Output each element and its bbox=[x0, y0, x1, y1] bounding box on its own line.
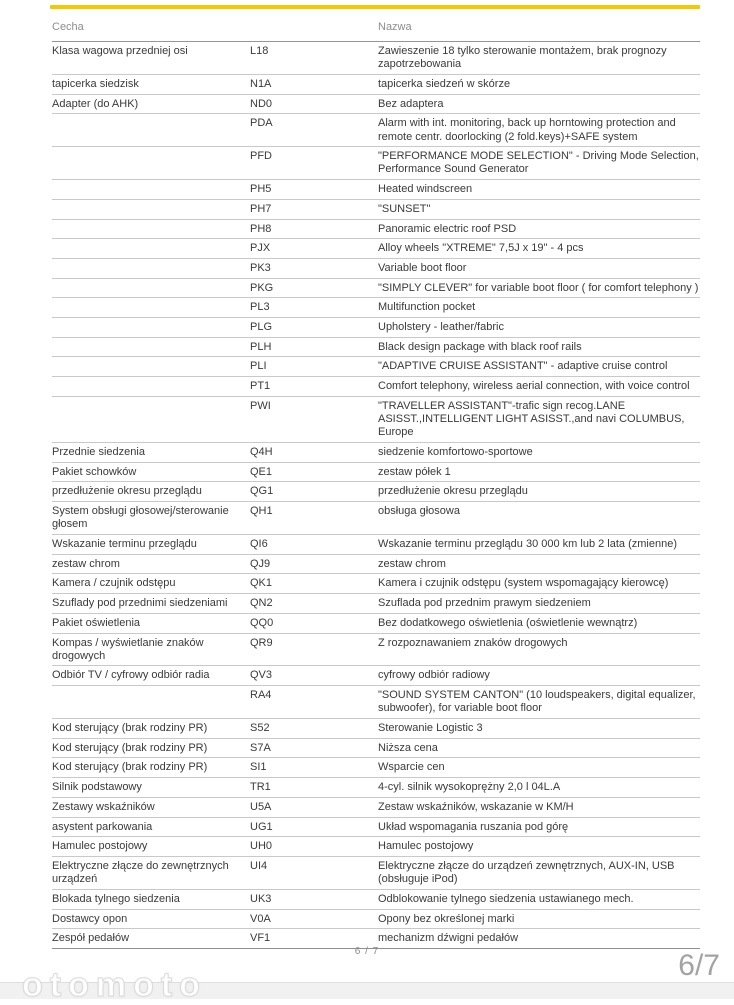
nazwa-cell: mechanizm dźwigni pedałów bbox=[378, 932, 519, 945]
table-row bbox=[52, 777, 700, 797]
cecha-cell bbox=[52, 321, 250, 334]
table-row bbox=[52, 718, 700, 738]
table-row bbox=[52, 738, 700, 758]
header-nazwa: Nazwa bbox=[378, 21, 412, 33]
code-cell: N1A bbox=[250, 77, 272, 90]
nazwa-cell: Heated windscreen bbox=[378, 183, 473, 196]
cecha-cell: Odbiór TV / cyfrowy odbiór radia bbox=[52, 669, 210, 682]
table-row bbox=[52, 889, 700, 909]
nazwa-cell: 4-cyl. silnik wysokoprężny 2,0 l 04L.A bbox=[378, 781, 561, 794]
code-cell: SI1 bbox=[250, 761, 267, 774]
cecha-cell: Kompas / wyświetlanie znaków drogowych bbox=[52, 636, 204, 662]
nazwa-cell: Multifunction pocket bbox=[378, 301, 476, 314]
cecha-cell bbox=[52, 183, 250, 196]
nazwa-cell: zestaw chrom bbox=[378, 557, 446, 570]
table-row bbox=[52, 909, 700, 929]
table-row bbox=[52, 633, 700, 666]
table-row bbox=[52, 396, 700, 442]
table-row bbox=[52, 442, 700, 462]
cecha-cell: Silnik podstawowy bbox=[52, 781, 142, 794]
table-row bbox=[52, 297, 700, 317]
nazwa-cell: "SOUND SYSTEM CANTON" (10 loudspeakers, digital equalizer, subwoofer), for variable boot floor bbox=[378, 689, 696, 715]
cecha-cell: Pakiet oświetlenia bbox=[52, 616, 141, 629]
cecha-cell bbox=[52, 262, 250, 275]
table-row bbox=[52, 856, 700, 889]
cecha-cell: Kod sterujący (brak rodziny PR) bbox=[52, 741, 208, 754]
table-row bbox=[52, 613, 700, 633]
table-row bbox=[52, 74, 700, 94]
table-row bbox=[52, 113, 700, 146]
accent-divider-bar bbox=[50, 5, 700, 9]
nazwa-cell: Zestaw wskaźników, wskazanie w KM/H bbox=[378, 800, 574, 813]
cecha-cell: Kod sterujący (brak rodziny PR) bbox=[52, 761, 208, 774]
code-cell: TR1 bbox=[250, 781, 271, 794]
cecha-cell bbox=[52, 689, 250, 715]
nazwa-cell: przedłużenie okresu przeglądu bbox=[378, 485, 528, 498]
table-row bbox=[52, 94, 700, 114]
table-row bbox=[52, 836, 700, 856]
code-cell: PKG bbox=[250, 281, 274, 294]
nazwa-cell: Szuflada pod przednim prawym siedzeniem bbox=[378, 597, 591, 610]
code-cell: PWI bbox=[250, 399, 271, 412]
nazwa-cell: Opony bez określonej marki bbox=[378, 912, 515, 925]
code-cell: UK3 bbox=[250, 892, 272, 905]
table-row bbox=[52, 593, 700, 613]
code-cell: QI6 bbox=[250, 537, 268, 550]
table-row bbox=[52, 258, 700, 278]
cecha-cell: Adapter (do AHK) bbox=[52, 97, 139, 110]
code-cell: QQ0 bbox=[250, 616, 274, 629]
nazwa-cell: Upholstery - leather/fabric bbox=[378, 321, 504, 334]
watermark-otomoto: otomoto bbox=[22, 966, 207, 1004]
nazwa-cell: Układ wspomagania ruszania pod górę bbox=[378, 820, 569, 833]
table-header-row bbox=[52, 19, 700, 41]
code-cell: S7A bbox=[250, 741, 271, 754]
code-cell: UI4 bbox=[250, 859, 268, 872]
code-cell: QN2 bbox=[250, 597, 273, 610]
code-cell: PH7 bbox=[250, 202, 272, 215]
cecha-cell bbox=[52, 301, 250, 314]
code-cell: PK3 bbox=[250, 261, 271, 274]
table-row bbox=[52, 462, 700, 482]
cecha-cell: zestaw chrom bbox=[52, 557, 120, 570]
cecha-cell: przedłużenie okresu przeglądu bbox=[52, 485, 202, 498]
cecha-cell bbox=[52, 117, 250, 143]
code-cell: PH8 bbox=[250, 222, 272, 235]
nazwa-cell: Hamulec postojowy bbox=[378, 840, 474, 853]
code-cell: PLG bbox=[250, 321, 273, 334]
nazwa-cell: Alloy wheels "XTREME" 7,5J x 19" - 4 pcs bbox=[378, 242, 584, 255]
nazwa-cell: Alarm with int. monitoring, back up horntowing protection and remote centr. doorlocking (2 fold.keys)+SAFE system bbox=[378, 117, 676, 143]
table-row bbox=[52, 376, 700, 396]
cecha-cell: Kamera / czujnik odstępu bbox=[52, 577, 176, 590]
code-cell: VF1 bbox=[250, 932, 271, 945]
code-cell: QR9 bbox=[250, 636, 273, 649]
nazwa-cell: Niższa cena bbox=[378, 741, 438, 754]
code-cell: U5A bbox=[250, 800, 272, 813]
nazwa-cell: Elektryczne złącze do urządzeń zewnętrznych, AUX-IN, USB (obsługuje iPod) bbox=[378, 859, 675, 886]
cecha-cell bbox=[52, 242, 250, 255]
cecha-cell: Szuflady pod przednimi siedzeniami bbox=[52, 597, 228, 610]
cecha-cell: Przednie siedzenia bbox=[52, 445, 145, 458]
table-row bbox=[52, 317, 700, 337]
table-row bbox=[52, 41, 700, 74]
code-cell: QJ9 bbox=[250, 557, 271, 570]
table-row bbox=[52, 534, 700, 554]
nazwa-cell: Wsparcie cen bbox=[378, 761, 445, 774]
header-cecha: Cecha bbox=[52, 21, 84, 33]
cecha-cell bbox=[52, 150, 250, 176]
cecha-cell: Wskazanie terminu przeglądu bbox=[52, 537, 197, 550]
table-row bbox=[52, 685, 700, 718]
code-cell: PDA bbox=[250, 117, 273, 130]
nazwa-cell: Kamera i czujnik odstępu (system wspomagający kierowcę) bbox=[378, 577, 669, 590]
table-row bbox=[52, 356, 700, 376]
table-row bbox=[52, 219, 700, 239]
table-row bbox=[52, 554, 700, 574]
nazwa-cell: siedzenie komfortowo-sportowe bbox=[378, 445, 533, 458]
equipment-codes-table bbox=[52, 19, 700, 949]
nazwa-cell: "ADAPTIVE CRUISE ASSISTANT" - adaptive cruise control bbox=[378, 360, 668, 373]
cecha-cell: Zespół pedałów bbox=[52, 932, 130, 945]
cecha-cell bbox=[52, 400, 250, 440]
cecha-cell bbox=[52, 203, 250, 216]
code-cell: UH0 bbox=[250, 840, 273, 853]
table-row bbox=[52, 238, 700, 258]
table-row bbox=[52, 481, 700, 501]
cecha-cell bbox=[52, 223, 250, 236]
table-row bbox=[52, 337, 700, 357]
cecha-cell bbox=[52, 380, 250, 393]
cecha-cell: Hamulec postojowy bbox=[52, 840, 148, 853]
code-cell: PH5 bbox=[250, 183, 272, 196]
table-row bbox=[52, 146, 700, 179]
cecha-cell: Pakiet schowków bbox=[52, 465, 137, 478]
nazwa-cell: Black design package with black roof rails bbox=[378, 340, 582, 353]
cecha-cell: Klasa wagowa przedniej osi bbox=[52, 45, 188, 57]
cecha-cell: Elektryczne złącze do zewnętrznych urządzeń bbox=[52, 859, 229, 886]
nazwa-cell: "PERFORMANCE MODE SELECTION" - Driving Mode Selection, Performance Sound Generator bbox=[378, 150, 699, 176]
code-cell: RA4 bbox=[250, 689, 272, 702]
cecha-cell: asystent parkowania bbox=[52, 820, 153, 833]
page-indicator-small: 6 / 7 bbox=[354, 946, 380, 957]
code-cell: PLH bbox=[250, 340, 272, 353]
nazwa-cell: "TRAVELLER ASSISTANT"-trafic sign recog.LANE ASISST.,INTELLIGENT LIGHT ASISST.,and navi COLUMBUS, Europe bbox=[378, 399, 685, 439]
nazwa-cell: Panoramic electric roof PSD bbox=[378, 222, 517, 235]
nazwa-cell: Bez dodatkowego oświetlenia (oświetlenie wewnątrz) bbox=[378, 616, 638, 629]
page-indicator-large: 6/7 bbox=[678, 949, 720, 982]
cecha-cell: tapicerka siedzisk bbox=[52, 77, 139, 90]
table-row bbox=[52, 797, 700, 817]
table-row bbox=[52, 928, 700, 948]
nazwa-cell: Zawieszenie 18 tylko sterowanie montażem, brak prognozy zapotrzebowania bbox=[378, 45, 667, 71]
cecha-cell: Blokada tylnego siedzenia bbox=[52, 892, 180, 905]
nazwa-cell: Comfort telephony, wireless aerial connection, with voice control bbox=[378, 380, 690, 393]
nazwa-cell: Z rozpoznawaniem znaków drogowych bbox=[378, 636, 568, 649]
code-cell: QK1 bbox=[250, 577, 273, 590]
code-cell: QV3 bbox=[250, 669, 273, 682]
nazwa-cell: Odblokowanie tylnego siedzenia ustawianego mech. bbox=[378, 892, 634, 905]
table-body bbox=[52, 41, 700, 949]
code-cell: PT1 bbox=[250, 380, 271, 393]
cecha-cell: Dostawcy opon bbox=[52, 912, 128, 925]
table-row bbox=[52, 757, 700, 777]
nazwa-cell: Sterowanie Logistic 3 bbox=[378, 722, 483, 735]
cecha-cell: System obsługi głosowej/sterowanie głosem bbox=[52, 505, 229, 531]
table-row bbox=[52, 179, 700, 199]
code-cell: PFD bbox=[250, 150, 272, 163]
nazwa-cell: Wskazanie terminu przeglądu 30 000 km lub 2 lata (zmienne) bbox=[378, 537, 677, 550]
code-cell: UG1 bbox=[250, 820, 273, 833]
code-cell: PJX bbox=[250, 242, 271, 255]
code-cell: QH1 bbox=[250, 505, 273, 518]
code-cell: Q4H bbox=[250, 445, 273, 458]
table-row bbox=[52, 501, 700, 534]
code-cell: V0A bbox=[250, 912, 271, 925]
nazwa-cell: "SUNSET" bbox=[378, 202, 431, 215]
table-row bbox=[52, 665, 700, 685]
cecha-cell bbox=[52, 360, 250, 373]
cecha-cell: Zestawy wskaźników bbox=[52, 800, 155, 813]
code-cell: L18 bbox=[250, 45, 269, 57]
table-row bbox=[52, 817, 700, 837]
table-row bbox=[52, 573, 700, 593]
code-cell: QG1 bbox=[250, 485, 274, 498]
code-cell: ND0 bbox=[250, 97, 273, 110]
nazwa-cell: obsługa głosowa bbox=[378, 505, 460, 518]
cecha-cell: Kod sterujący (brak rodziny PR) bbox=[52, 722, 208, 735]
nazwa-cell: Bez adaptera bbox=[378, 97, 444, 110]
table-row bbox=[52, 278, 700, 298]
nazwa-cell: Variable boot floor bbox=[378, 261, 467, 274]
table-row bbox=[52, 199, 700, 219]
cecha-cell bbox=[52, 282, 250, 295]
nazwa-cell: "SIMPLY CLEVER" for variable boot floor ( for comfort telephony ) bbox=[378, 281, 699, 294]
nazwa-cell: cyfrowy odbiór radiowy bbox=[378, 669, 490, 682]
code-cell: PLI bbox=[250, 360, 267, 373]
nazwa-cell: tapicerka siedzeń w skórze bbox=[378, 77, 511, 90]
code-cell: QE1 bbox=[250, 465, 273, 478]
cecha-cell bbox=[52, 341, 250, 354]
code-cell: PL3 bbox=[250, 301, 270, 314]
code-cell: S52 bbox=[250, 722, 270, 735]
nazwa-cell: zestaw półek 1 bbox=[378, 465, 451, 478]
